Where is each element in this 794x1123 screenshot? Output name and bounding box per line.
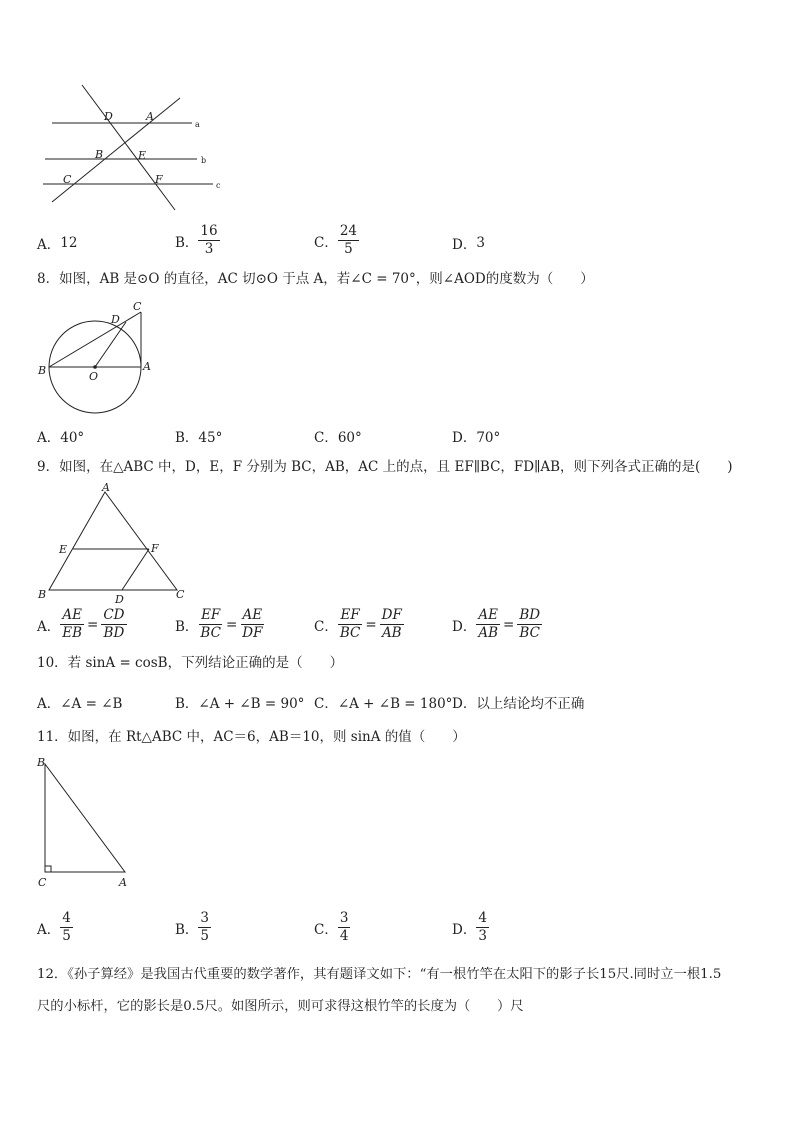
numerator: BD xyxy=(519,607,541,623)
label-C: C xyxy=(176,588,185,601)
label-C: C xyxy=(63,173,72,186)
numerator: AE xyxy=(478,607,498,623)
q11-option-a-fraction xyxy=(60,911,73,944)
numerator: 16 xyxy=(200,223,218,239)
fraction-left xyxy=(198,608,223,641)
q10-option-b[interactable]: B．∠A + ∠B = 90° xyxy=(175,696,305,712)
q9-option-a[interactable] xyxy=(37,608,127,641)
q9-option-d[interactable] xyxy=(452,608,542,641)
label-B: B xyxy=(38,364,47,377)
numerator: 4 xyxy=(478,910,487,926)
q11-stem: 11．如图，在 Rt△ABC 中，AC＝6，AB＝10，则 sinA 的值（ ） xyxy=(37,729,466,745)
q7-option-c[interactable] xyxy=(314,224,359,257)
label-b: b xyxy=(201,156,207,165)
label-C: C xyxy=(38,876,47,889)
denominator: DF xyxy=(242,625,263,641)
q12-stem-line-2: 尺的小标杆，它的影长是0.5尺。如图所示，则可求得这根竹竿的长度为（ ）尺 xyxy=(37,999,524,1014)
q8-option-d[interactable]: D．70° xyxy=(452,430,501,446)
q7-option-c-fraction xyxy=(338,224,359,257)
q7-option-d-label: D． xyxy=(452,237,477,253)
denominator: 3 xyxy=(478,928,487,944)
label-A: A xyxy=(102,481,110,494)
q11-figure xyxy=(35,752,145,892)
label-A: A xyxy=(119,876,127,889)
equals-sign: = xyxy=(503,616,515,633)
label-c: c xyxy=(216,181,221,190)
q9-option-c[interactable] xyxy=(314,608,404,641)
label-F: F xyxy=(151,542,159,555)
label-D: D xyxy=(115,593,124,606)
q7-option-a-label: A． xyxy=(37,237,61,253)
segment-fd xyxy=(122,549,149,590)
fraction-left xyxy=(476,608,500,641)
q7-option-b-label: B． xyxy=(175,234,199,251)
equals-sign: = xyxy=(365,616,377,633)
q10-stem: 10．若 sinA = cosB，下列结论正确的是（ ） xyxy=(37,655,344,671)
q11-option-d-label: D． xyxy=(452,921,477,938)
numerator: EF xyxy=(340,607,360,623)
numerator: AE xyxy=(242,607,263,623)
q11-option-c-label: C． xyxy=(314,921,338,938)
triangle-abc xyxy=(49,492,177,590)
q9-option-a-label: A． xyxy=(37,618,61,635)
denominator: EB xyxy=(62,625,83,641)
numerator: CD xyxy=(103,607,125,623)
denominator: BC xyxy=(200,625,221,641)
q11-option-a-label: A． xyxy=(37,921,61,938)
q12-stem-line-1: 12．《孙子算经》是我国古代重要的数学著作，其有题译文如下：“有一根竹竿在太阳下的影子长15尺.同时立一根1.5 xyxy=(37,967,722,982)
q11-option-b-label: B． xyxy=(175,921,199,938)
q8-option-b[interactable]: B．45° xyxy=(175,430,223,446)
q7-option-d-value: 3 xyxy=(476,235,485,251)
numerator: EF xyxy=(201,607,221,623)
label-O: O xyxy=(89,370,99,383)
q7-option-c-label: C． xyxy=(314,234,338,251)
label-B: B xyxy=(95,148,104,161)
q9-stem: 9．如图，在△ABC 中，D，E，F 分别为 BC，AB，AC 上的点，且 EF∥BC，FD∥AB，则下列各式正确的是( ) xyxy=(37,459,733,475)
label-E: E xyxy=(59,543,68,556)
segment-od xyxy=(95,322,126,367)
label-D: D xyxy=(111,313,120,326)
numerator: 24 xyxy=(339,223,358,239)
q8-stem: 8．如图，AB 是⊙O 的直径，AC 切⊙O 于点 A，若∠C = 70°，则∠AOD的度数为（ ） xyxy=(37,271,594,287)
q8-option-c[interactable]: C．60° xyxy=(314,430,362,446)
label-E: E xyxy=(138,149,147,162)
q11-option-c-fraction xyxy=(338,911,351,944)
fraction-right xyxy=(240,608,264,641)
q10-option-a[interactable]: A．∠A = ∠B xyxy=(37,696,123,712)
equals-sign: = xyxy=(225,616,238,633)
denominator: BC xyxy=(519,625,540,641)
denominator: BD xyxy=(103,625,125,641)
equals-sign: = xyxy=(87,616,99,633)
denominator: 3 xyxy=(204,241,214,257)
q9-option-c-label: C． xyxy=(314,618,338,635)
fraction-right xyxy=(380,608,404,641)
q8-option-a[interactable]: A．40° xyxy=(37,430,85,446)
denominator: 4 xyxy=(339,928,349,944)
q7-option-d[interactable] xyxy=(452,233,485,253)
numerator: DF xyxy=(381,607,402,623)
q11-option-b[interactable] xyxy=(175,911,211,944)
denominator: 5 xyxy=(344,241,353,257)
right-angle-mark xyxy=(45,866,51,872)
numerator: 3 xyxy=(200,910,210,926)
q11-option-d[interactable] xyxy=(452,911,489,944)
numerator: AE xyxy=(62,607,82,623)
denominator: AB xyxy=(381,625,402,641)
label-C: C xyxy=(133,300,142,313)
q9-figure xyxy=(35,480,195,608)
segment-bc xyxy=(49,312,141,367)
denominator: AB xyxy=(478,625,498,641)
fraction-right xyxy=(517,608,542,641)
q10-option-c[interactable]: C．∠A + ∠B = 180° xyxy=(314,696,453,712)
q7-option-a-value: 12 xyxy=(60,235,78,251)
q11-option-d-fraction xyxy=(476,911,489,944)
label-A: A xyxy=(143,360,151,373)
q7-figure xyxy=(40,80,230,215)
label-B: B xyxy=(37,756,46,769)
numerator: 3 xyxy=(339,910,349,926)
center-dot xyxy=(93,365,97,369)
q7-option-b-fraction xyxy=(198,224,219,257)
denominator: BC xyxy=(339,625,361,641)
q8-figure xyxy=(35,296,160,416)
q9-option-b[interactable] xyxy=(175,608,264,641)
q11-option-a[interactable] xyxy=(37,911,73,944)
q11-option-c[interactable] xyxy=(314,911,350,944)
label-a: a xyxy=(195,120,200,129)
q9-option-b-label: B． xyxy=(175,618,199,635)
numerator: 4 xyxy=(62,910,71,926)
fraction-right xyxy=(101,608,126,641)
triangle-abc xyxy=(45,764,125,872)
label-D: D xyxy=(104,110,113,123)
q11-option-b-fraction xyxy=(198,911,211,944)
label-B: B xyxy=(38,588,47,601)
label-A: A xyxy=(146,110,154,123)
denominator: 5 xyxy=(62,928,71,944)
q10-option-d[interactable]: D．以上结论均不正确 xyxy=(452,696,585,712)
fraction-left xyxy=(60,608,84,641)
fraction-left xyxy=(338,608,363,641)
q7-option-b[interactable] xyxy=(175,224,220,257)
q7-option-a[interactable] xyxy=(37,233,77,253)
label-F: F xyxy=(155,173,163,186)
transversal-2 xyxy=(52,98,180,202)
denominator: 5 xyxy=(200,928,210,944)
q9-option-d-label: D． xyxy=(452,618,477,635)
